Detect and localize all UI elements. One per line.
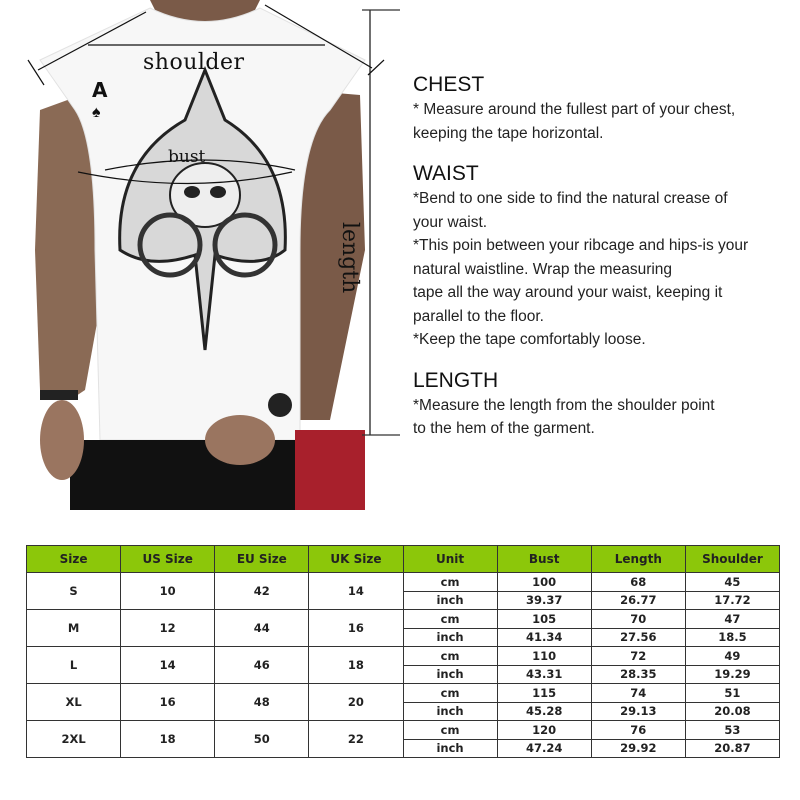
header-bust: Bust bbox=[497, 546, 591, 573]
table-row bbox=[27, 610, 780, 629]
header-size: Size bbox=[27, 546, 121, 573]
guide-text: your waist. bbox=[413, 213, 488, 231]
table-header-row bbox=[27, 546, 780, 573]
cell-shoulder: 20.08 bbox=[685, 702, 779, 721]
cell-uk: 22 bbox=[309, 721, 403, 758]
header-unit: Unit bbox=[403, 546, 497, 573]
cell-size: M bbox=[27, 610, 121, 647]
cell-bust: 41.34 bbox=[497, 628, 591, 647]
cell-unit: inch bbox=[403, 739, 497, 758]
cell-unit: cm bbox=[403, 610, 497, 629]
header-us-size: US Size bbox=[121, 546, 215, 573]
header-eu-size: EU Size bbox=[215, 546, 309, 573]
guide-title: CHEST bbox=[413, 73, 485, 96]
table-row bbox=[27, 721, 780, 740]
cell-uk: 20 bbox=[309, 684, 403, 721]
guide-text: *Measure the length from the shoulder point bbox=[413, 396, 715, 414]
cell-size: XL bbox=[27, 684, 121, 721]
guide-text: *Bend to one side to find the natural crease of bbox=[413, 190, 728, 207]
cell-shoulder: 18.5 bbox=[685, 628, 779, 647]
cell-uk: 16 bbox=[309, 610, 403, 647]
cell-length: 28.35 bbox=[591, 665, 685, 684]
cell-eu: 42 bbox=[215, 573, 309, 610]
cell-us: 10 bbox=[121, 573, 215, 610]
guide-text: parallel to the floor. bbox=[413, 307, 544, 325]
shoulder-label: shoulder bbox=[143, 50, 245, 75]
ace-rank-text: A bbox=[92, 78, 108, 102]
cell-us: 12 bbox=[121, 610, 215, 647]
cell-shoulder: 49 bbox=[685, 647, 779, 666]
size-chart-table bbox=[26, 545, 780, 758]
cell-eu: 50 bbox=[215, 721, 309, 758]
cell-size: 2XL bbox=[27, 721, 121, 758]
cell-unit: inch bbox=[403, 665, 497, 684]
cell-length: 76 bbox=[591, 721, 685, 740]
cell-shoulder: 20.87 bbox=[685, 739, 779, 758]
cell-length: 27.56 bbox=[591, 628, 685, 647]
cell-us: 18 bbox=[121, 721, 215, 758]
cell-unit: cm bbox=[403, 684, 497, 703]
cell-shoulder: 47 bbox=[685, 610, 779, 629]
guide-length bbox=[413, 368, 793, 441]
table-row bbox=[27, 573, 780, 592]
cell-us: 16 bbox=[121, 684, 215, 721]
table-row bbox=[27, 684, 780, 703]
guide-text: *This poin between your ribcage and hips-is your bbox=[413, 237, 749, 254]
cell-bust: 105 bbox=[497, 610, 591, 629]
guide-text: tape all the way around your waist, keeping it bbox=[413, 284, 723, 301]
spade-icon: ♠ bbox=[92, 104, 101, 121]
cell-unit: cm bbox=[403, 647, 497, 666]
header-shoulder: Shoulder bbox=[685, 546, 779, 573]
product-photo bbox=[0, 0, 400, 510]
guide-waist bbox=[413, 161, 793, 352]
cell-unit: cm bbox=[403, 721, 497, 740]
cell-bust: 39.37 bbox=[497, 591, 591, 610]
cell-uk: 18 bbox=[309, 647, 403, 684]
guide-text: natural waistline. Wrap the measuring bbox=[413, 260, 673, 278]
guide-text: keeping the tape horizontal. bbox=[413, 124, 604, 142]
cell-length: 70 bbox=[591, 610, 685, 629]
guide-title: WAIST bbox=[413, 162, 479, 185]
cell-length: 72 bbox=[591, 647, 685, 666]
guide-chest bbox=[413, 72, 793, 145]
cell-unit: inch bbox=[403, 591, 497, 610]
guide-text: * Measure around the fullest part of your chest, bbox=[413, 101, 736, 118]
length-label: length bbox=[337, 222, 362, 294]
cell-length: 26.77 bbox=[591, 591, 685, 610]
cell-bust: 100 bbox=[497, 573, 591, 592]
cell-unit: cm bbox=[403, 573, 497, 592]
cell-length: 29.92 bbox=[591, 739, 685, 758]
cell-uk: 14 bbox=[309, 573, 403, 610]
measurement-guide bbox=[413, 72, 793, 457]
cell-unit: inch bbox=[403, 628, 497, 647]
cell-length: 74 bbox=[591, 684, 685, 703]
table-row bbox=[27, 647, 780, 666]
cell-bust: 120 bbox=[497, 721, 591, 740]
cell-shoulder: 17.72 bbox=[685, 591, 779, 610]
cell-shoulder: 19.29 bbox=[685, 665, 779, 684]
cell-shoulder: 53 bbox=[685, 721, 779, 740]
cell-length: 29.13 bbox=[591, 702, 685, 721]
cell-us: 14 bbox=[121, 647, 215, 684]
cell-length: 68 bbox=[591, 573, 685, 592]
cell-eu: 44 bbox=[215, 610, 309, 647]
cell-eu: 46 bbox=[215, 647, 309, 684]
bust-label: bust bbox=[168, 147, 206, 167]
guide-text: *Keep the tape comfortably loose. bbox=[413, 331, 646, 348]
cell-bust: 110 bbox=[497, 647, 591, 666]
cell-bust: 45.28 bbox=[497, 702, 591, 721]
header-uk-size: UK Size bbox=[309, 546, 403, 573]
cell-size: L bbox=[27, 647, 121, 684]
guide-text: to the hem of the garment. bbox=[413, 420, 595, 437]
cell-bust: 43.31 bbox=[497, 665, 591, 684]
cell-eu: 48 bbox=[215, 684, 309, 721]
cell-size: S bbox=[27, 573, 121, 610]
cell-shoulder: 45 bbox=[685, 573, 779, 592]
header-length: Length bbox=[591, 546, 685, 573]
cell-shoulder: 51 bbox=[685, 684, 779, 703]
cell-bust: 115 bbox=[497, 684, 591, 703]
guide-title: LENGTH bbox=[413, 368, 499, 392]
cell-unit: inch bbox=[403, 702, 497, 721]
cell-bust: 47.24 bbox=[497, 739, 591, 758]
